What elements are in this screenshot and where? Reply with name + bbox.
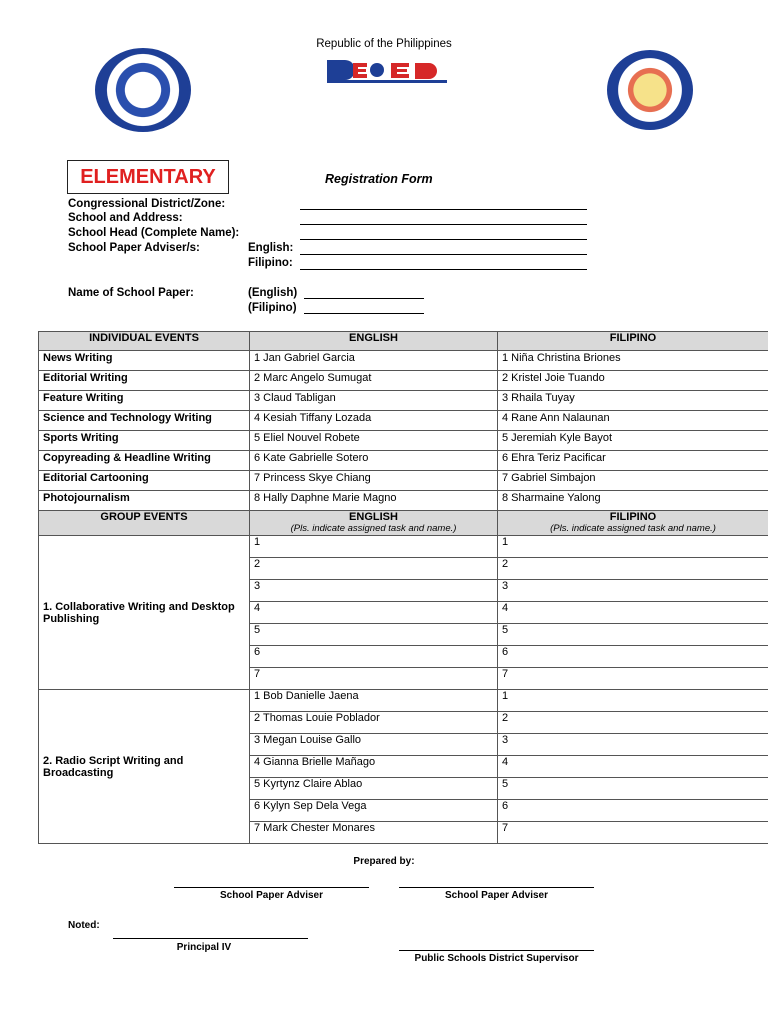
filipino-entry[interactable]: 5 xyxy=(498,778,768,800)
table-row xyxy=(39,491,768,511)
filipino-entry[interactable]: 7 Gabriel Simbajon xyxy=(498,471,768,491)
table-row xyxy=(39,351,768,371)
filipino-entry[interactable]: 5 xyxy=(498,624,768,646)
group-english-note: (Pls. indicate assigned task and name.) xyxy=(290,523,457,534)
english-header: ENGLISH xyxy=(250,332,498,351)
supervisor-signature-label: Public Schools District Supervisor xyxy=(414,953,579,964)
adviser-filipino-field[interactable] xyxy=(300,269,587,270)
english-entry[interactable]: 5 xyxy=(250,624,498,646)
school-address-field[interactable] xyxy=(300,224,587,225)
signature-line[interactable] xyxy=(174,887,369,888)
adviser-signature-label: School Paper Adviser xyxy=(220,890,323,901)
english-entry[interactable]: 7 Princess Skye Chiang xyxy=(250,471,498,491)
english-entry[interactable]: 4 Gianna Brielle Mañago xyxy=(250,756,498,778)
filipino-entry[interactable]: 6 xyxy=(498,800,768,822)
prepared-by-label: Prepared by: xyxy=(353,856,415,867)
group-english-title: ENGLISH xyxy=(349,511,398,523)
english-entry[interactable]: 7 Mark Chester Monares xyxy=(250,822,498,844)
event-name: Feature Writing xyxy=(39,391,250,411)
filipino-entry[interactable]: 1 Niña Christina Briones xyxy=(498,351,768,371)
adviser-english-label: English: xyxy=(248,242,294,254)
filipino-entry[interactable]: 5 Jeremiah Kyle Bayot xyxy=(498,431,768,451)
group-filipino-title: FILIPINO xyxy=(609,511,657,523)
group-event-name: 2. Radio Script Writing and Broadcasting xyxy=(39,690,250,844)
table-row xyxy=(39,371,768,391)
english-entry[interactable]: 6 Kate Gabrielle Sotero xyxy=(250,451,498,471)
english-entry[interactable]: 2 xyxy=(250,558,498,580)
english-entry[interactable]: 2 Marc Angelo Sumugat xyxy=(250,371,498,391)
filipino-entry[interactable]: 3 Rhaila Tuyay xyxy=(498,391,768,411)
event-name: Editorial Writing xyxy=(39,371,250,391)
filipino-entry[interactable]: 8 Sharmaine Yalong xyxy=(498,491,768,511)
deped-seal-icon xyxy=(95,48,191,132)
event-name: News Writing xyxy=(39,351,250,371)
english-entry[interactable]: 3 xyxy=(250,580,498,602)
group-english-header xyxy=(250,511,498,536)
principal-signature-label: Principal IV xyxy=(176,942,232,953)
paper-english-field[interactable] xyxy=(304,298,424,299)
signature-line[interactable] xyxy=(399,887,594,888)
event-name: Sports Writing xyxy=(39,431,250,451)
filipino-entry[interactable]: 4 xyxy=(498,602,768,624)
filipino-entry[interactable]: 2 Kristel Joie Tuando xyxy=(498,371,768,391)
filipino-entry[interactable]: 1 xyxy=(498,536,768,558)
district-field[interactable] xyxy=(300,209,587,210)
group-event-name: 1. Collaborative Writing and Desktop Publishing xyxy=(39,536,250,690)
paper-name-label: Name of School Paper: xyxy=(68,287,194,299)
table-row xyxy=(39,690,768,712)
english-entry[interactable]: 3 Claud Tabligan xyxy=(250,391,498,411)
form-title: Registration Form xyxy=(325,172,433,186)
events-table xyxy=(38,331,768,844)
english-entry[interactable]: 4 xyxy=(250,602,498,624)
division-seal-icon xyxy=(607,50,693,130)
adviser-english-field[interactable] xyxy=(300,254,587,255)
filipino-entry[interactable]: 3 xyxy=(498,580,768,602)
english-entry[interactable]: 1 xyxy=(250,536,498,558)
adviser-signature-label: School Paper Adviser xyxy=(445,890,548,901)
signature-line[interactable] xyxy=(399,950,594,951)
table-row xyxy=(39,471,768,491)
filipino-entry[interactable]: 1 xyxy=(498,690,768,712)
group-filipino-note: (Pls. indicate assigned task and name.) xyxy=(550,523,716,534)
english-entry[interactable]: 5 Eliel Nouvel Robete xyxy=(250,431,498,451)
school-head-label: School Head (Complete Name): xyxy=(68,227,240,239)
filipino-entry[interactable]: 2 xyxy=(498,558,768,580)
event-name: Science and Technology Writing xyxy=(39,411,250,431)
english-entry[interactable]: 6 Kylyn Sep Dela Vega xyxy=(250,800,498,822)
filipino-entry[interactable]: 4 xyxy=(498,756,768,778)
filipino-entry[interactable]: 4 Rane Ann Nalaunan xyxy=(498,411,768,431)
group-filipino-header xyxy=(498,511,768,536)
district-label: Congressional District/Zone: xyxy=(68,198,226,210)
republic-header: Republic of the Philippines xyxy=(316,38,452,50)
filipino-entry[interactable]: 3 xyxy=(498,734,768,756)
filipino-header: FILIPINO xyxy=(498,332,768,351)
school-address-label: School and Address: xyxy=(68,212,183,224)
english-entry[interactable]: 3 Megan Louise Gallo xyxy=(250,734,498,756)
noted-label: Noted: xyxy=(68,920,100,931)
english-entry[interactable]: 6 xyxy=(250,646,498,668)
table-row xyxy=(39,431,768,451)
table-row xyxy=(39,536,768,558)
adviser-filipino-label: Filipino: xyxy=(248,257,293,269)
table-row xyxy=(39,391,768,411)
english-entry[interactable]: 5 Kyrtynz Claire Ablao xyxy=(250,778,498,800)
english-entry[interactable]: 1 Jan Gabriel Garcia xyxy=(250,351,498,371)
filipino-entry[interactable]: 6 xyxy=(498,646,768,668)
table-row xyxy=(39,411,768,431)
group-header-row xyxy=(39,511,768,536)
signature-line[interactable] xyxy=(113,938,308,939)
filipino-entry[interactable]: 6 Ehra Teriz Pacificar xyxy=(498,451,768,471)
paper-english-label: (English) xyxy=(248,287,298,299)
english-entry[interactable]: 8 Hally Daphne Marie Magno xyxy=(250,491,498,511)
filipino-entry[interactable]: 2 xyxy=(498,712,768,734)
table-row xyxy=(39,451,768,471)
adviser-label: School Paper Adviser/s: xyxy=(68,242,200,254)
event-name: Photojournalism xyxy=(39,491,250,511)
english-entry[interactable]: 2 Thomas Louie Poblador xyxy=(250,712,498,734)
event-name: Copyreading & Headline Writing xyxy=(39,451,250,471)
individual-events-header: INDIVIDUAL EVENTS xyxy=(39,332,250,351)
english-entry[interactable]: 1 Bob Danielle Jaena xyxy=(250,690,498,712)
filipino-entry[interactable]: 7 xyxy=(498,668,768,690)
group-events-header: GROUP EVENTS xyxy=(39,511,250,536)
deped-logo-icon xyxy=(323,57,451,84)
individual-header-row xyxy=(39,332,768,351)
english-entry[interactable]: 7 xyxy=(250,668,498,690)
filipino-entry[interactable]: 7 xyxy=(498,822,768,844)
english-entry[interactable]: 4 Kesiah Tiffany Lozada xyxy=(250,411,498,431)
event-name: Editorial Cartooning xyxy=(39,471,250,491)
paper-filipino-label: (Filipino) xyxy=(248,302,297,314)
elementary-badge: ELEMENTARY xyxy=(67,160,229,194)
paper-filipino-field[interactable] xyxy=(304,313,424,314)
school-head-field[interactable] xyxy=(300,239,587,240)
